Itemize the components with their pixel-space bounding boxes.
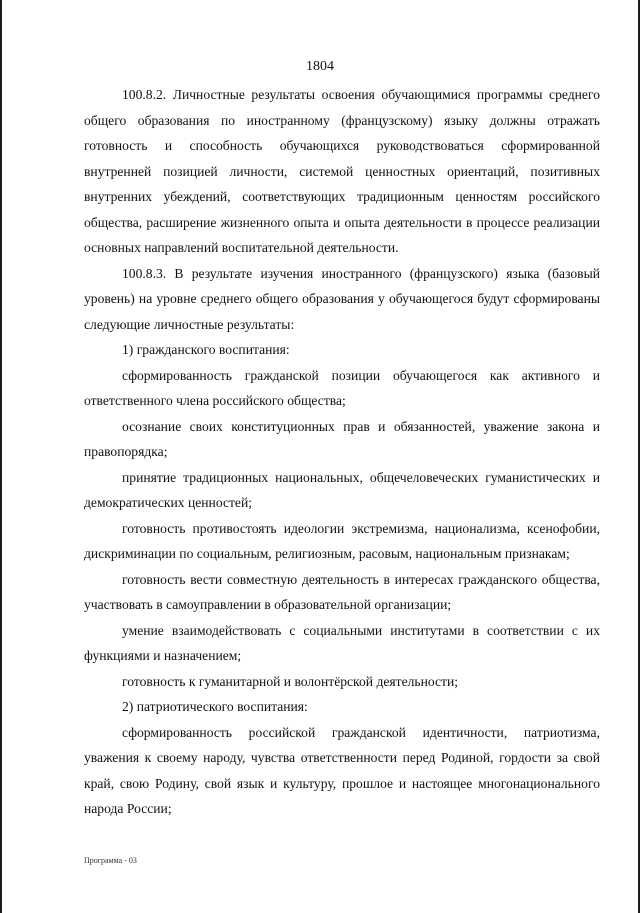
list-item: готовность вести совместную деятельность в интересах гражданского общества, участвовать в самоуправлении в образовательной организации; xyxy=(84,571,600,612)
list-item: сформированность гражданской позиции обучающегося как активного и ответственного члена российского общества; xyxy=(84,367,600,408)
section-heading: 1) гражданского воспитания: xyxy=(122,342,290,357)
section-heading: 2) патриотического воспитания: xyxy=(122,699,308,714)
footer-label: Программа - 03 xyxy=(84,856,137,865)
list-item: готовность к гуманитарной и волонтёрской деятельности; xyxy=(122,673,459,689)
paragraph: 100.8.3. В результате изучения иностранного (французского) языка (базовый уровень) на уровне среднего общего образования у обучающегося будут сформированы следующие личностные результаты: xyxy=(84,265,600,332)
list-item: сформированность российской гражданской идентичности, патриотизма, уважения к своему народу, чувства ответственности перед Родиной, гордости за свой край, свою Родину, свой язык и культуру, прошлое и настоящее многонационального народа России; xyxy=(84,724,600,816)
list-item: готовность противостоять идеологии экстремизма, национализма, ксенофобии, дискриминации по социальным, религиозным, расовым, национальным признакам; xyxy=(84,520,600,561)
paragraph: 100.8.2. Личностные результаты освоения обучающимися программы среднего общего образования по иностранному (французскому) языку должны отражать готовность и способность обучающихся руководствоваться сформированной внутренней позицией личности, системой ценностных ориентаций, позитивных внутренних убеждений, соответствующих традиционным ценностям российского общества, расширение жизненного опыта и опыта деятельности в процессе реализации основных направлений воспитательной деятельности. xyxy=(84,87,600,255)
list-item: умение взаимодействовать с социальными институтами в соответствии с их функциями и назначением; xyxy=(84,622,600,663)
page-number: 1804 xyxy=(306,59,334,74)
page-body xyxy=(84,82,600,822)
list-item: принятие традиционных национальных, общечеловеческих гуманистических и демократических ценностей; xyxy=(84,469,600,510)
list-item: осознание своих конституционных прав и обязанностей, уважение закона и правопорядка; xyxy=(84,418,600,459)
